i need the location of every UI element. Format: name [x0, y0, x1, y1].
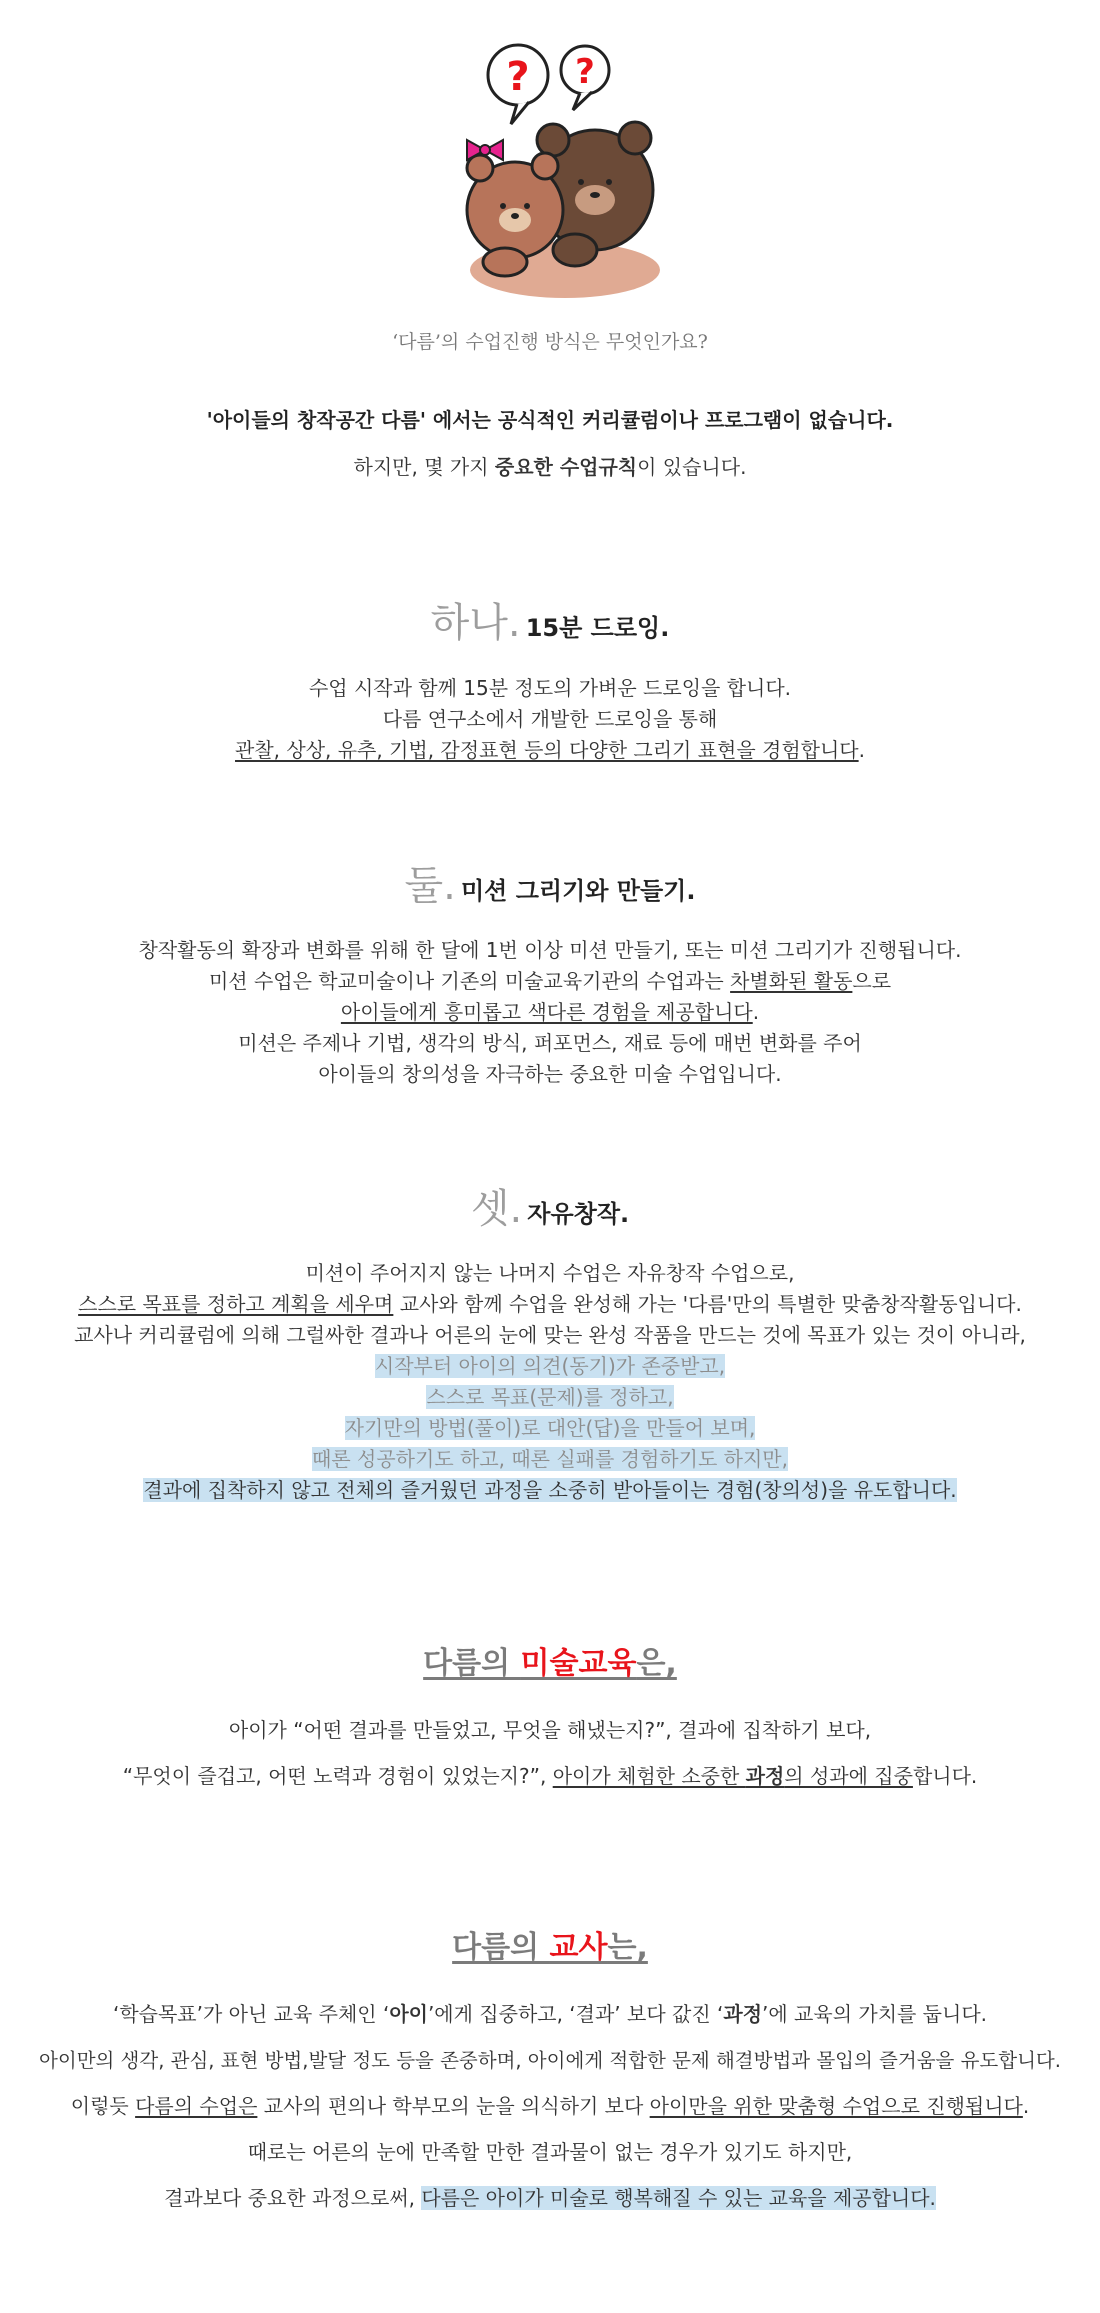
section-3-line-3: 교사나 커리큘럼에 의해 그럴싸한 결과나 어른의 눈에 맞는 완성 작품을 만드는 것에 목표가 있는 것이 아니라,	[74, 1323, 1026, 1347]
section-3-title: 자유창작.	[527, 1200, 630, 1228]
intro-line-1: '아이들의 창작공간 다름' 에서는 공식적인 커리큘럼이나 프로그램이 없습니다.	[206, 408, 894, 432]
intro-question: ‘다름’의 수업진행 방식은 무엇인가요?	[392, 331, 708, 353]
section-3-line-2: 스스로 목표를 정하고 계획을 세우며 교사와 함께 수업을 완성해 가는 '다름'만의 특별한 맞춤창작활동입니다.	[78, 1292, 1022, 1316]
section-3-line-6: 자기만의 방법(풀이)로 대안(답)을 만들어 보며,	[344, 1416, 756, 1440]
art-education-line-1: 아이가 “어떤 결과를 만들었고, 무엇을 해냈는지?”, 결과에 집착하기 보다,	[228, 1718, 872, 1742]
svg-text:?: ?	[575, 52, 595, 92]
section-1-heading	[0, 598, 1100, 656]
section-3-number: 셋.	[470, 1186, 523, 1232]
art-education-heading: 다름의 미술교육은,	[423, 1646, 677, 1681]
section-2-heading	[0, 861, 1100, 919]
section-2-line-1: 창작활동의 확장과 변화를 위해 한 달에 1번 이상 미션 만들기, 또는 미션 그리기가 진행됩니다.	[138, 938, 962, 962]
section-2-line-2: 미션 수업은 학교미술이나 기존의 미술교육기관의 수업과는 차별화된 활동으로	[208, 969, 892, 993]
teacher-line-3: 이렇듯 다름의 수업은 교사의 편의나 학부모의 눈을 의식하기 보다 아이만을 위한 맞춤형 수업으로 진행됩니다.	[70, 2094, 1030, 2118]
teacher-heading: 다름의 교사는,	[452, 1930, 648, 1965]
intro-line-2: 하지만, 몇 가지 중요한 수업규칙이 있습니다.	[353, 455, 747, 479]
section-3-line-5: 스스로 목표(문제)를 정하고,	[426, 1385, 674, 1409]
section-1-line-2: 다름 연구소에서 개발한 드로잉을 통해	[382, 707, 718, 731]
section-3-line-8: 결과에 집착하지 않고 전체의 즐거웠던 과정을 소중히 받아들이는 경험(창의성)을 유도합니다.	[143, 1478, 957, 1502]
teacher-line-4: 때로는 어른의 눈에 만족할 만한 결과물이 없는 경우가 있기도 하지만,	[247, 2140, 853, 2164]
teacher-line-2: 아이만의 생각, 관심, 표현 방법,발달 정도 등을 존중하며, 아이에게 적합한 문제 해결방법과 몰입의 즐거움을 유도합니다.	[39, 2049, 1061, 2072]
section-1-number: 하나.	[430, 600, 521, 646]
section-2-line-5: 아이들의 창의성을 자극하는 중요한 미술 수업입니다.	[318, 1062, 782, 1086]
section-3-line-1: 미션이 주어지지 않는 나머지 수업은 자유창작 수업으로,	[305, 1261, 795, 1285]
section-2-title: 미션 그리기와 만들기.	[460, 877, 696, 905]
section-2-number: 둘.	[404, 863, 456, 909]
section-3-heading	[0, 1184, 1100, 1242]
section-2-line-3: 아이들에게 흥미롭고 색다른 경험을 제공합니다.	[340, 1000, 760, 1024]
section-1-line-3: 관찰, 상상, 유추, 기법, 감정표현 등의 다양한 그리기 표현을 경험합니다.	[235, 738, 865, 762]
teacher-line-1: ‘학습목표’가 아닌 교육 주체인 ‘아이’에게 집중하고, ‘결과’ 보다 값진 ‘과정’에 교육의 가치를 둡니다.	[112, 2002, 988, 2026]
section-1-title: 15분 드로잉.	[525, 614, 670, 642]
svg-text:?: ?	[506, 54, 530, 100]
section-3-line-4: 시작부터 아이의 의견(동기)가 존중받고,	[374, 1354, 726, 1378]
section-1-line-1: 수업 시작과 함께 15분 정도의 가벼운 드로잉을 합니다.	[308, 676, 792, 700]
art-education-line-2: “무엇이 즐겁고, 어떤 노력과 경험이 있었는지?”, 아이가 체험한 소중한 과정의 성과에 집중합니다.	[122, 1764, 978, 1788]
section-2-line-4: 미션은 주제나 기법, 생각의 방식, 퍼포먼스, 재료 등에 매번 변화를 주어	[238, 1031, 862, 1055]
section-3-line-7: 때론 성공하기도 하고, 때론 실패를 경험하기도 하지만,	[312, 1447, 788, 1471]
teacher-line-5: 결과보다 중요한 과정으로써, 다름은 아이가 미술로 행복해질 수 있는 교육을 제공합니다.	[164, 2186, 936, 2210]
bears-illustration	[445, 40, 685, 300]
